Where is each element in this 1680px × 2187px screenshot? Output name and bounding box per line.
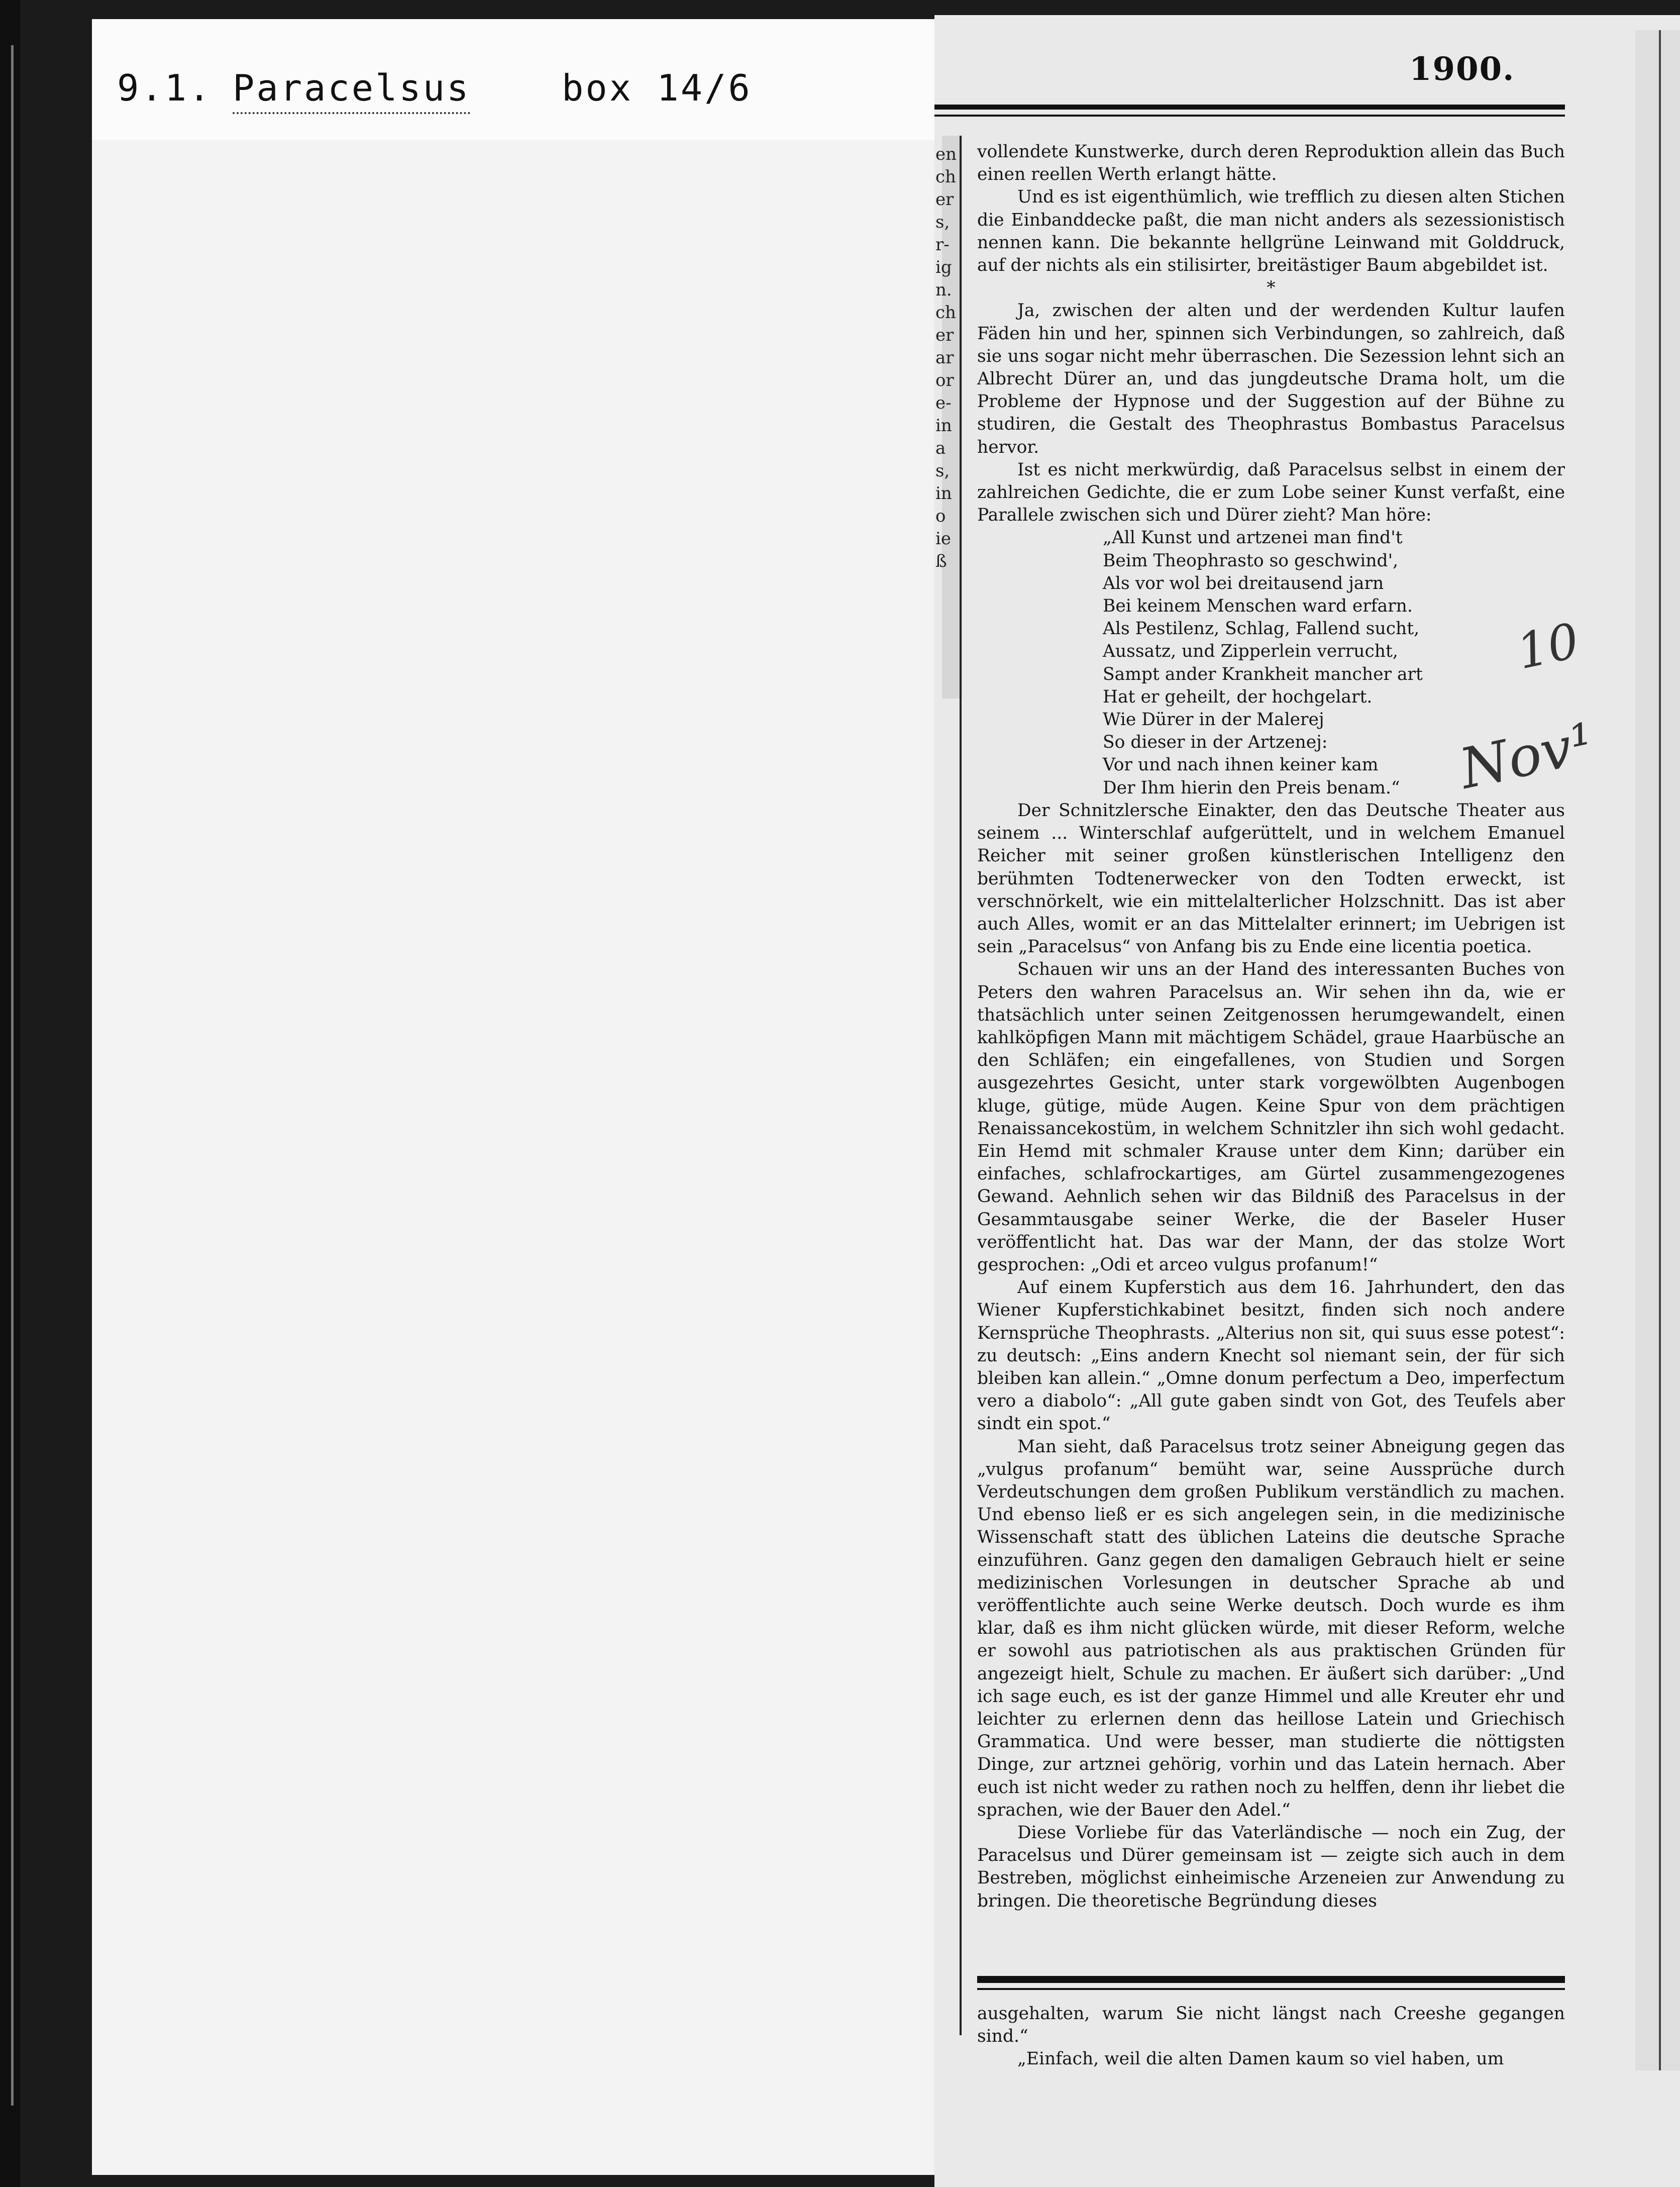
poem-line: „All Kunst und artzenei man find't: [1103, 528, 1403, 548]
paragraph: ausgehalten, warum Sie nicht längst nach Creeshe gegangen sind.“: [977, 2004, 1565, 2047]
poem-line: Aussatz, und Zipperlein verrucht,: [1103, 641, 1398, 662]
top-rule-thick: [934, 105, 1565, 110]
paragraph: „Einfach, weil die alten Damen kaum so viel haben, um: [1017, 2049, 1504, 2069]
paragraph: Man sieht, daß Paracelsus trotz seiner Abneigung gegen das „vulgus profanum“ bemüht war, seine Aussprüche durch Verdeutschungen dem großen Publikum verständlich zu machen. Und ebenso ließ er es sich angelegen sein, in die medizinische Wissenschaft statt des üblichen Lateins die deutsche Sprache einzuführen. Ganz gegen den damaligen Gebrauch hielt er seine medizinischen Vorlesungen in deutscher Sprache ab und veröffentlichte auch seine Werke deutsch. Doch wurde es ihm klar, daß es ihm nicht glücken würde, mit dieser Reform, welche er sowohl aus patriotischen als aus praktischen Gründen für angezeigt hielt, Schule zu machen. Er äußert sich darüber: „Und ich sage euch, es ist der ganze Himmel und alle Kreuter ehr und leichter zu erlernen denn das heillose Latein und Griechisch Grammatica. Und were besser, man studierte die nöttigsten Dinge, zur artznei gehörig, vorhin und das Latein hernach. Aber euch ist nicht weder zu rathen noch zu helffen, denn ihr liebet die sprachen, wie der Bauer den Adel.“: [977, 1436, 1565, 1820]
paragraph: Der Schnitzlersche Einakter, den das Deutsche Theater aus seinem ... Winterschlaf aufgerüttelt, und in welchem Emanuel Reicher mit seiner großen künstlerischen Intelligenz den berühmten Todtenerwecker von den Todten erweckt, ist verschnörkelt, wie ein mittelalterlicher Holzschnitt. Das ist aber auch Alles, womit er an das Mittelalter erinnert; im Uebrigen ist sein „Paracelsus“ von Anfang bis zu Ende eine licentia poetica.: [977, 800, 1565, 957]
paragraph: Ist es nicht merkwürdig, daß Paracelsus selbst in einem der zahlreichen Gedichte, die er zum Lobe seiner Kunst verfaßt, eine Parallele zwischen sich und Dürer zieht? Man höre:: [977, 459, 1565, 526]
handwritten-month: Nov¹: [1454, 710, 1600, 802]
year-heading: 1900.: [1409, 50, 1515, 88]
left-frame-edge: [11, 45, 14, 2106]
bottom-rule-thin: [977, 1988, 1565, 1990]
poem-line: Sampt ander Krankheit mancher art: [1103, 664, 1423, 684]
continued-text: [977, 2003, 1565, 2071]
column-separator: [960, 136, 962, 2035]
left-frame-shadow: [0, 0, 20, 2187]
card-header: [92, 19, 936, 140]
poem-line: Der Ihm hierin den Preis benam.“: [1103, 777, 1400, 798]
archive-card: [92, 19, 936, 2175]
poem-line: Wie Dürer in der Malerej: [1103, 710, 1324, 730]
bottom-rule-thick: [977, 1976, 1565, 1983]
top-rule-thin: [934, 115, 1565, 117]
poem-line: Als vor wol bei dreitausend jarn: [1103, 573, 1384, 593]
article-text: [977, 141, 1565, 1913]
paragraph: Schauen wir uns an der Hand des interessanten Buches von Peters den wahren Paracelsus an. Wir sehen ihn da, wie er thatsächlich unter seinen Zeitgenossen herumgewandelt, einen kahlköpfigen Mann mit mächtigem Schädel, graue Haarbüsche an den Schläfen; ein eingefallenes, von Studien und Sorgen ausgezehrtes Gesicht, unter stark vorgewölbten Augenbogen kluge, gütige, müde Augen. Keine Spur von dem prächtigen Renaissancekostüm, in welchem Schnitzler ihn sich wohl gedacht. Ein Hemd mit schmaler Krause unter dem Kinn; darüber ein einfaches, schlafrockartiges, am Gürtel zusammengezogenes Gewand. Aehnlich sehen wir das Bildniß des Paracelsus in der Gesammtausgabe seiner Werke, die der Baseler Huser veröffentlicht hat. Das war der Mann, der das stolze Wort gesprochen: „Odi et arceo vulgus profanum!“: [977, 959, 1565, 1275]
label-number: 9.1.: [117, 67, 213, 109]
label-box: box 14/6: [562, 67, 752, 109]
handwritten-day: 10: [1512, 612, 1584, 680]
section-separator: *: [1267, 278, 1276, 299]
right-strip: [1635, 30, 1680, 2070]
poem-line: Bei keinem Menschen ward erfarn.: [1103, 596, 1413, 617]
poem-line: Hat er geheilt, der hochgelart.: [1103, 686, 1373, 707]
paragraph: vollendete Kunstwerke, durch deren Reproduktion allein das Buch einen reellen Werth erlangt hätte.: [977, 142, 1565, 185]
paragraph: Diese Vorliebe für das Vaterländische — noch ein Zug, der Paracelsus und Dürer gemeinsam ist — zeigte sich auch in dem Bestreben, möglichst einheimische Arzeneien zur Anwendung zu bringen. Die theoretische Begründung dieses: [977, 1823, 1565, 1911]
paragraph: Ja, zwischen der alten und der werdenden Kultur laufen Fäden hin und her, spinnen sich Verbindungen, so zahlreich, daß sie uns sogar nicht mehr überraschen. Die Sezession lehnt sich an Albrecht Dürer an, und das jungdeutsche Drama holt, um die Probleme der Hypnose und der Suggestion auf der Bühne zu studiren, die Gestalt des Theophrastus Bombastus Paracelsus hervor.: [977, 301, 1565, 457]
poem-line: Vor und nach ihnen keiner kam: [1103, 755, 1379, 775]
label-title: Paracelsus: [233, 67, 470, 114]
poem-line: Als Pestilenz, Schlag, Fallend sucht,: [1103, 619, 1420, 639]
cut-column-fragments: en ch er s, r- ig n. ch er ar or e- in a s, in o ie ß: [935, 144, 957, 571]
paragraph: Und es ist eigenthümlich, wie trefflich zu diesen alten Stichen die Einbanddecke paßt, die man nicht anders als sezessionistisch nennen kann. Die bekannte hellgrüne Leinwand mit Golddruck, auf der nichts als ein stilisirter, breitästiger Baum abgebildet ist.: [977, 187, 1565, 276]
poem-line: So dieser in der Artzenej:: [1103, 732, 1328, 753]
paragraph: Auf einem Kupferstich aus dem 16. Jahrhundert, den das Wiener Kupferstichkabinet besitzt, finden sich noch andere Kernsprüche Theophrasts. „Alterius non sit, qui suus esse potest“: zu deutsch: „Eins andern Knecht sol niemant sein, der für sich bleiben kan allein.“ „Omne donum perfectum a Deo, imperfectum vero a diabolo“: „All gute gaben sindt von Got, des Teufels aber sindt ein spot.“: [977, 1277, 1565, 1434]
right-strip-line: [1659, 30, 1661, 2070]
poem-line: Beim Theophrasto so geschwind',: [1103, 550, 1399, 571]
